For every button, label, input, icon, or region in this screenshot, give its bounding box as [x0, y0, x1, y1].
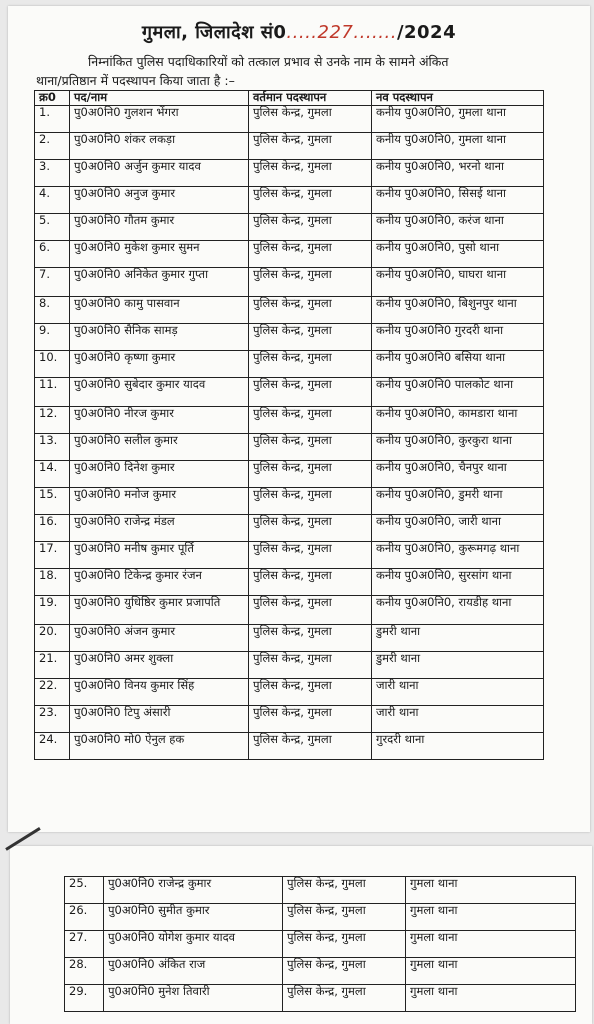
cell-name: पु0अ0नि0 कृष्णा कुमार	[70, 351, 249, 378]
cell-serial: 1.	[35, 106, 70, 133]
cell-name: पु0अ0नि0 सुमीत कुमार	[104, 904, 283, 931]
table-body-page-2	[65, 877, 576, 1012]
cell-current-posting: पुलिस केन्द्र, गुमला	[249, 160, 372, 187]
table-row	[35, 434, 544, 461]
intro-line-1: निम्नांकित पुलिस पदाधिकारियों को तत्काल प्रभाव से उनके नाम के सामने अंकित	[88, 54, 449, 69]
cell-new-posting: गुरदरी थाना	[372, 733, 544, 760]
cell-current-posting: पुलिस केन्द्र, गुमला	[283, 931, 406, 958]
cell-serial: 13.	[35, 434, 70, 461]
cell-new-posting: कनीय पु0अ0नि0, कुरकुरा थाना	[372, 434, 544, 461]
order-intro	[36, 52, 572, 90]
table-row	[35, 679, 544, 706]
cell-new-posting: कनीय पु0अ0नि0 बसिया थाना	[372, 351, 544, 378]
posting-table-page-1	[34, 90, 544, 760]
table-row	[35, 733, 544, 760]
table-header-row	[35, 91, 544, 106]
cell-serial: 17.	[35, 542, 70, 569]
cell-serial: 4.	[35, 187, 70, 214]
table-row	[35, 625, 544, 652]
cell-name: पु0अ0नि0 शंकर लकड़ा	[70, 133, 249, 160]
cell-current-posting: पुलिस केन्द्र, गुमला	[249, 488, 372, 515]
table-row	[35, 706, 544, 733]
cell-new-posting: कनीय पु0अ0नि0, गुमला थाना	[372, 106, 544, 133]
cell-new-posting: कनीय पु0अ0नि0, पुसो थाना	[372, 241, 544, 268]
cell-name: पु0अ0नि0 गुलशन भेंगरा	[70, 106, 249, 133]
cell-name: पु0अ0नि0 सुबेदार कुमार यादव	[70, 378, 249, 407]
table-row	[35, 160, 544, 187]
cell-name: पु0अ0नि0 विनय कुमार सिंह	[70, 679, 249, 706]
cell-name: पु0अ0नि0 नीरज कुमार	[70, 407, 249, 434]
cell-new-posting: कनीय पु0अ0नि0 गुरदरी थाना	[372, 324, 544, 351]
cell-current-posting: पुलिस केन्द्र, गुमला	[249, 679, 372, 706]
cell-name: पु0अ0नि0 मुकेश कुमार सुमन	[70, 241, 249, 268]
cell-name: पु0अ0नि0 गौतम कुमार	[70, 214, 249, 241]
cell-current-posting: पुलिस केन्द्र, गुमला	[249, 542, 372, 569]
posting-table-page-2	[64, 876, 576, 1012]
cell-serial: 23.	[35, 706, 70, 733]
cell-new-posting: कनीय पु0अ0नि0, डुमरी थाना	[372, 488, 544, 515]
cell-current-posting: पुलिस केन्द्र, गुमला	[249, 214, 372, 241]
table-row	[35, 133, 544, 160]
cell-name: पु0अ0नि0 मो0 ऐनुल हक	[70, 733, 249, 760]
cell-current-posting: पुलिस केन्द्र, गुमला	[249, 351, 372, 378]
cell-serial: 3.	[35, 160, 70, 187]
cell-new-posting: कनीय पु0अ0नि0, करंज थाना	[372, 214, 544, 241]
cell-name: पु0अ0नि0 मुनेश तिवारी	[104, 985, 283, 1012]
table-row	[35, 106, 544, 133]
cell-current-posting: पुलिस केन्द्र, गुमला	[249, 434, 372, 461]
cell-current-posting: पुलिस केन्द्र, गुमला	[249, 106, 372, 133]
table-row	[35, 569, 544, 596]
cell-new-posting: कनीय पु0अ0नि0, भरनो थाना	[372, 160, 544, 187]
intro-line-2: थाना/प्रतिष्ठान में पदस्थापन किया जाता है :–	[36, 73, 235, 88]
cell-new-posting: कनीय पु0अ0नि0, कुरूमगढ़ थाना	[372, 542, 544, 569]
cell-new-posting: कनीय पु0अ0नि0, रायडीह थाना	[372, 596, 544, 625]
cell-new-posting: कनीय पु0अ0नि0, चैनपुर थाना	[372, 461, 544, 488]
table-row	[35, 515, 544, 542]
table-row	[65, 904, 576, 931]
cell-serial: 8.	[35, 297, 70, 324]
cell-new-posting: जारी थाना	[372, 706, 544, 733]
cell-new-posting: गुमला थाना	[406, 877, 576, 904]
col-header-new-posting: नव पदस्थापन	[372, 91, 544, 106]
cell-serial: 28.	[65, 958, 104, 985]
cell-name: पु0अ0नि0 अनिकेत कुमार गुप्ता	[70, 268, 249, 297]
cell-name: पु0अ0नि0 टिकेन्द्र कुमार रंजन	[70, 569, 249, 596]
cell-current-posting: पुलिस केन्द्र, गुमला	[249, 706, 372, 733]
cell-serial: 11.	[35, 378, 70, 407]
cell-current-posting: पुलिस केन्द्र, गुमला	[283, 958, 406, 985]
cell-name: पु0अ0नि0 दिनेश कुमार	[70, 461, 249, 488]
cell-new-posting: डुमरी थाना	[372, 652, 544, 679]
cell-serial: 10.	[35, 351, 70, 378]
cell-name: पु0अ0नि0 राजेन्द्र मंडल	[70, 515, 249, 542]
cell-new-posting: डुमरी थाना	[372, 625, 544, 652]
col-header-name: पद/नाम	[70, 91, 249, 106]
cell-serial: 25.	[65, 877, 104, 904]
cell-new-posting: गुमला थाना	[406, 904, 576, 931]
cell-serial: 27.	[65, 931, 104, 958]
cell-name: पु0अ0नि0 अंजन कुमार	[70, 625, 249, 652]
cell-new-posting: कनीय पु0अ0नि0, सुरसांग थाना	[372, 569, 544, 596]
table-row	[35, 596, 544, 625]
cell-current-posting: पुलिस केन्द्र, गुमला	[249, 268, 372, 297]
table-row	[65, 877, 576, 904]
cell-serial: 19.	[35, 596, 70, 625]
cell-name: पु0अ0नि0 सैनिक सामड़	[70, 324, 249, 351]
cell-current-posting: पुलिस केन्द्र, गुमला	[283, 985, 406, 1012]
cell-current-posting: पुलिस केन्द्र, गुमला	[283, 877, 406, 904]
cell-new-posting: कनीय पु0अ0नि0, जारी थाना	[372, 515, 544, 542]
cell-current-posting: पुलिस केन्द्र, गुमला	[249, 596, 372, 625]
cell-new-posting: गुमला थाना	[406, 931, 576, 958]
table-row	[35, 214, 544, 241]
table-row	[35, 297, 544, 324]
col-header-current-posting: वर्तमान पदस्थापन	[249, 91, 372, 106]
cell-serial: 26.	[65, 904, 104, 931]
table-row	[35, 324, 544, 351]
cell-current-posting: पुलिस केन्द्र, गुमला	[249, 515, 372, 542]
cell-new-posting: कनीय पु0अ0नि0, सिसई थाना	[372, 187, 544, 214]
cell-new-posting: जारी थाना	[372, 679, 544, 706]
table-row	[35, 187, 544, 214]
title-suffix: /2024	[396, 22, 457, 43]
cell-serial: 16.	[35, 515, 70, 542]
cell-serial: 20.	[35, 625, 70, 652]
table-row	[35, 542, 544, 569]
cell-serial: 22.	[35, 679, 70, 706]
table-row	[65, 985, 576, 1012]
cell-name: पु0अ0नि0 अमर शुक्ला	[70, 652, 249, 679]
cell-new-posting: कनीय पु0अ0नि0, घाघरा थाना	[372, 268, 544, 297]
table-row	[35, 351, 544, 378]
cell-name: पु0अ0नि0 टिपु अंसारी	[70, 706, 249, 733]
document-page-2	[10, 846, 592, 1024]
table-body-page-1	[35, 106, 544, 760]
table-row	[65, 958, 576, 985]
cell-name: पु0अ0नि0 अर्जुन कुमार यादव	[70, 160, 249, 187]
cell-current-posting: पुलिस केन्द्र, गुमला	[249, 378, 372, 407]
cell-serial: 12.	[35, 407, 70, 434]
cell-current-posting: पुलिस केन्द्र, गुमला	[249, 625, 372, 652]
order-number: .....227.......	[286, 22, 397, 43]
cell-new-posting: कनीय पु0अ0नि0, गुमला थाना	[372, 133, 544, 160]
cell-name: पु0अ0नि0 मनोज कुमार	[70, 488, 249, 515]
title-prefix: गुमला, जिलादेश सं0	[141, 22, 287, 43]
table-row	[35, 488, 544, 515]
table-row	[35, 241, 544, 268]
table-row	[35, 652, 544, 679]
cell-name: पु0अ0नि0 सलील कुमार	[70, 434, 249, 461]
cell-current-posting: पुलिस केन्द्र, गुमला	[249, 324, 372, 351]
cell-current-posting: पुलिस केन्द्र, गुमला	[249, 241, 372, 268]
cell-serial: 2.	[35, 133, 70, 160]
cell-new-posting: कनीय पु0अ0नि0, कामडारा थाना	[372, 407, 544, 434]
cell-current-posting: पुलिस केन्द्र, गुमला	[249, 733, 372, 760]
cell-current-posting: पुलिस केन्द्र, गुमला	[249, 461, 372, 488]
order-title	[8, 20, 590, 44]
table-row	[65, 931, 576, 958]
cell-name: पु0अ0नि0 योगेश कुमार यादव	[104, 931, 283, 958]
cell-serial: 6.	[35, 241, 70, 268]
cell-name: पु0अ0नि0 अनुज कुमार	[70, 187, 249, 214]
cell-serial: 29.	[65, 985, 104, 1012]
cell-serial: 7.	[35, 268, 70, 297]
cell-name: पु0अ0नि0 अंकित राज	[104, 958, 283, 985]
document-page-1	[8, 6, 590, 832]
cell-name: पु0अ0नि0 युधिष्ठिर कुमार प्रजापति	[70, 596, 249, 625]
table-row	[35, 268, 544, 297]
col-header-serial: क्र0	[35, 91, 70, 106]
cell-current-posting: पुलिस केन्द्र, गुमला	[249, 297, 372, 324]
cell-name: पु0अ0नि0 राजेन्द्र कुमार	[104, 877, 283, 904]
cell-new-posting: कनीय पु0अ0नि0 पालकोट थाना	[372, 378, 544, 407]
cell-new-posting: गुमला थाना	[406, 985, 576, 1012]
cell-current-posting: पुलिस केन्द्र, गुमला	[249, 407, 372, 434]
cell-serial: 9.	[35, 324, 70, 351]
cell-current-posting: पुलिस केन्द्र, गुमला	[283, 904, 406, 931]
cell-serial: 21.	[35, 652, 70, 679]
cell-serial: 14.	[35, 461, 70, 488]
cell-current-posting: पुलिस केन्द्र, गुमला	[249, 569, 372, 596]
cell-name: पु0अ0नि0 मनीष कुमार पूर्ति	[70, 542, 249, 569]
cell-new-posting: कनीय पु0अ0नि0, बिशुनपुर थाना	[372, 297, 544, 324]
cell-new-posting: गुमला थाना	[406, 958, 576, 985]
cell-current-posting: पुलिस केन्द्र, गुमला	[249, 652, 372, 679]
cell-serial: 18.	[35, 569, 70, 596]
table-row	[35, 378, 544, 407]
cell-serial: 5.	[35, 214, 70, 241]
cell-current-posting: पुलिस केन्द्र, गुमला	[249, 133, 372, 160]
table-row	[35, 407, 544, 434]
table-row	[35, 461, 544, 488]
cell-name: पु0अ0नि0 कामु पासवान	[70, 297, 249, 324]
cell-current-posting: पुलिस केन्द्र, गुमला	[249, 187, 372, 214]
cell-serial: 15.	[35, 488, 70, 515]
cell-serial: 24.	[35, 733, 70, 760]
